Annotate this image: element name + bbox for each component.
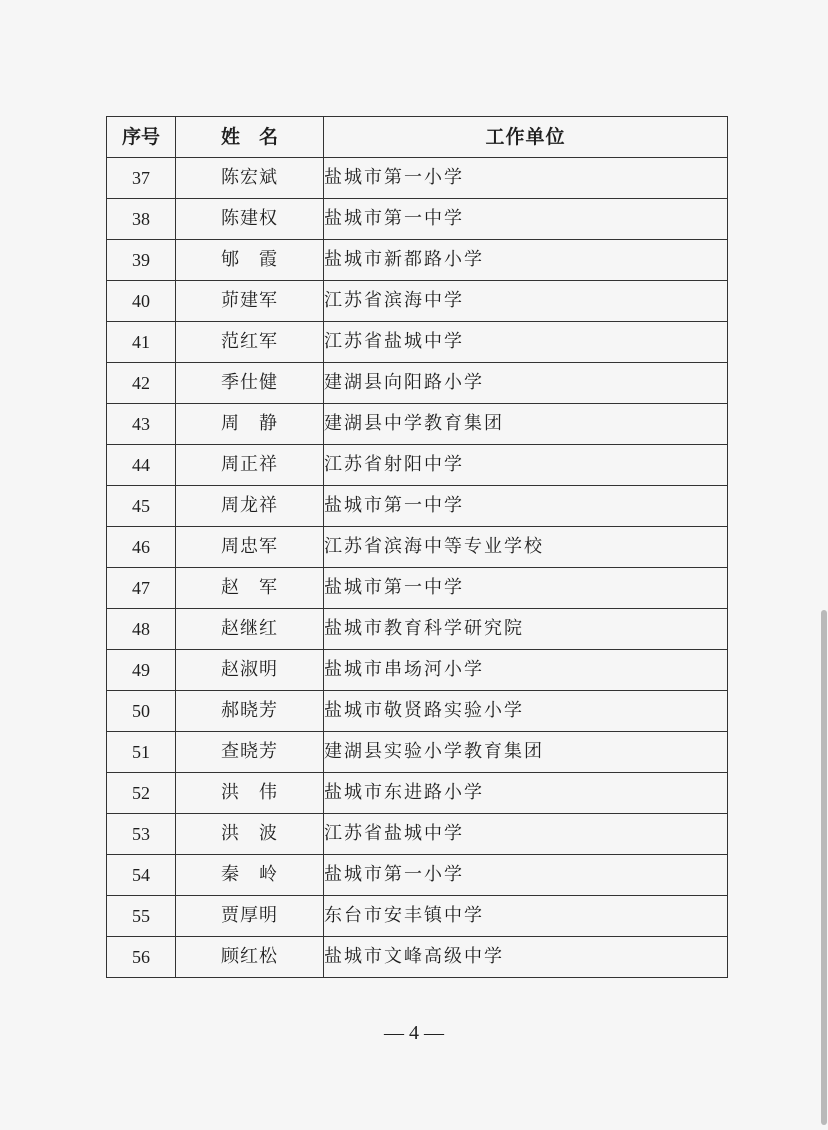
row-serial-number: 40: [107, 281, 176, 322]
row-serial-number: 53: [107, 814, 176, 855]
row-serial-number: 51: [107, 732, 176, 773]
table-row: [107, 445, 728, 486]
page-number: — 4 —: [384, 1022, 444, 1044]
table-row: [107, 158, 728, 199]
table-row: [107, 404, 728, 445]
row-serial-number: 41: [107, 322, 176, 363]
row-serial-number: 52: [107, 773, 176, 814]
row-work-unit: 盐城市串场河小学: [324, 650, 728, 691]
header-name: 姓 名: [176, 117, 324, 158]
row-name: 查晓芳: [176, 732, 324, 773]
header-work-unit: 工作单位: [324, 117, 728, 158]
row-name: 郇 霞: [176, 240, 324, 281]
row-work-unit: 盐城市敬贤路实验小学: [324, 691, 728, 732]
row-name: 陈建权: [176, 199, 324, 240]
table-row: [107, 486, 728, 527]
row-work-unit: 盐城市第一中学: [324, 199, 728, 240]
table-row: [107, 896, 728, 937]
table-row: [107, 732, 728, 773]
table-row: [107, 199, 728, 240]
row-name: 洪 伟: [176, 773, 324, 814]
row-serial-number: 50: [107, 691, 176, 732]
row-serial-number: 37: [107, 158, 176, 199]
table-row: [107, 937, 728, 978]
row-work-unit: 盐城市东进路小学: [324, 773, 728, 814]
row-name: 范红军: [176, 322, 324, 363]
row-work-unit: 建湖县实验小学教育集团: [324, 732, 728, 773]
row-name: 郝晓芳: [176, 691, 324, 732]
row-serial-number: 39: [107, 240, 176, 281]
row-name: 季仕健: [176, 363, 324, 404]
row-name: 赵继红: [176, 609, 324, 650]
row-serial-number: 45: [107, 486, 176, 527]
row-serial-number: 47: [107, 568, 176, 609]
table-row: [107, 527, 728, 568]
scrollbar-thumb[interactable]: [821, 610, 827, 1125]
row-work-unit: 盐城市第一中学: [324, 568, 728, 609]
row-work-unit: 江苏省滨海中等专业学校: [324, 527, 728, 568]
row-work-unit: 江苏省滨海中学: [324, 281, 728, 322]
row-name: 洪 波: [176, 814, 324, 855]
row-serial-number: 43: [107, 404, 176, 445]
row-name: 茆建军: [176, 281, 324, 322]
row-work-unit: 建湖县向阳路小学: [324, 363, 728, 404]
header-serial-number: 序号: [107, 117, 176, 158]
row-work-unit: 盐城市文峰高级中学: [324, 937, 728, 978]
table-row: [107, 609, 728, 650]
row-serial-number: 42: [107, 363, 176, 404]
row-name: 赵 军: [176, 568, 324, 609]
table-row: [107, 814, 728, 855]
row-name: 秦 岭: [176, 855, 324, 896]
row-serial-number: 38: [107, 199, 176, 240]
row-serial-number: 49: [107, 650, 176, 691]
row-name: 赵淑明: [176, 650, 324, 691]
row-work-unit: 盐城市新都路小学: [324, 240, 728, 281]
row-work-unit: 盐城市第一小学: [324, 158, 728, 199]
row-serial-number: 54: [107, 855, 176, 896]
table-row: [107, 650, 728, 691]
table-row: [107, 855, 728, 896]
row-serial-number: 46: [107, 527, 176, 568]
table-row: [107, 363, 728, 404]
row-work-unit: 建湖县中学教育集团: [324, 404, 728, 445]
table-header-row: [107, 117, 728, 158]
row-name: 周正祥: [176, 445, 324, 486]
row-work-unit: 盐城市教育科学研究院: [324, 609, 728, 650]
personnel-table: [106, 116, 728, 978]
table-row: [107, 281, 728, 322]
table-row: [107, 691, 728, 732]
row-name: 周 静: [176, 404, 324, 445]
row-name: 周忠军: [176, 527, 324, 568]
row-serial-number: 44: [107, 445, 176, 486]
row-work-unit: 江苏省射阳中学: [324, 445, 728, 486]
table-row: [107, 568, 728, 609]
table-body: [107, 158, 728, 978]
table-row: [107, 322, 728, 363]
row-name: 贾厚明: [176, 896, 324, 937]
row-name: 顾红松: [176, 937, 324, 978]
row-serial-number: 48: [107, 609, 176, 650]
row-work-unit: 盐城市第一中学: [324, 486, 728, 527]
row-work-unit: 盐城市第一小学: [324, 855, 728, 896]
row-work-unit: 江苏省盐城中学: [324, 322, 728, 363]
row-serial-number: 56: [107, 937, 176, 978]
row-serial-number: 55: [107, 896, 176, 937]
table-row: [107, 773, 728, 814]
row-work-unit: 东台市安丰镇中学: [324, 896, 728, 937]
row-name: 周龙祥: [176, 486, 324, 527]
row-work-unit: 江苏省盐城中学: [324, 814, 728, 855]
table-row: [107, 240, 728, 281]
row-name: 陈宏斌: [176, 158, 324, 199]
